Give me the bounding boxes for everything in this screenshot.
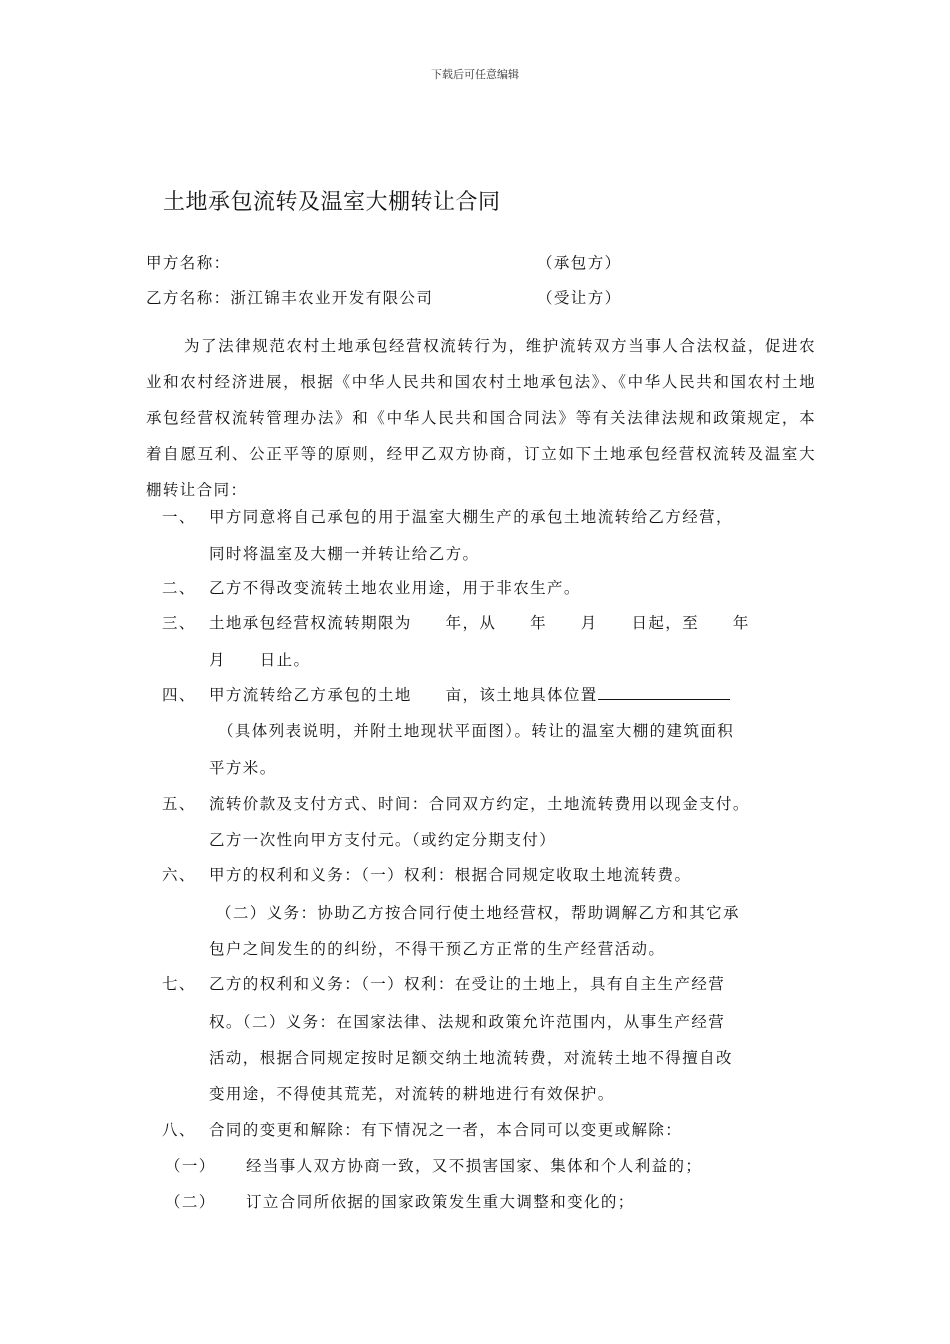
clause-4-line-1 [209, 683, 730, 705]
clause-7-line-4: 变用途，不得使其荒芜，对流转的耕地进行有效保护。 [209, 1085, 615, 1103]
clause-1-line-2: 同时将温室及大棚一并转让给乙方。 [209, 545, 480, 563]
preamble-paragraph: 为了法律规范农村土地承包经营权流转行为，维护流转双方当事人合法权益，促进农业和农村经济进展，根据《中华人民共和国农村土地承包法》、《中华人民共和国农村土地承包经营权流转管理办法》和《中华人民共和国合同法》等有关法律法规和政策规定，本着自愿互利、公正平等的原则，经甲乙双方协商，订立如下土地承包经营权流转及温室大棚转让合同： [146, 337, 816, 499]
clause-4-line-1-text: 甲方流转给乙方承包的土地 亩，该土地具体位置 [209, 686, 598, 704]
clause-3-number: 三、 [162, 614, 196, 632]
header-note: 下载后可任意编辑 [431, 68, 519, 81]
clause-5-line-2: 乙方一次性向甲方支付元。（或约定分期支付） [209, 831, 557, 849]
clause-7-number: 七、 [162, 975, 196, 993]
party-b-role: （受让方） [537, 289, 622, 307]
sub-item-2-number: （二） [165, 1193, 216, 1211]
clause-3-line-2: 月 日止。 [209, 651, 311, 669]
clause-7-line-1: 乙方的权利和义务：（一）权利：在受让的土地上，具有自主生产经营 [209, 975, 726, 993]
clause-7-line-3: 活动，根据合同规定按时足额交纳土地流转费，对流转土地不得擅自改 [209, 1049, 733, 1067]
clause-4-line-3: 平方米。 [209, 759, 277, 777]
clause-6-line-2: （二）义务：协助乙方按合同行使土地经营权，帮助调解乙方和其它承 [216, 904, 740, 922]
clause-2-number: 二、 [162, 579, 196, 597]
clause-6-line-1: 甲方的权利和义务：（一）权利：根据合同规定收取土地流转费。 [209, 866, 692, 884]
sub-item-1-text: 经当事人双方协商一致，又不损害国家、集体和个人利益的； [246, 1157, 703, 1175]
party-b-label: 乙方名称：浙江锦丰农业开发有限公司 [146, 289, 434, 307]
clause-8-line-1: 合同的变更和解除：有下情况之一者，本合同可以变更或解除： [209, 1121, 683, 1139]
clause-8-number: 八、 [162, 1121, 196, 1139]
clause-7-line-2: 权。（二）义务：在国家法律、法规和政策允许范围内，从事生产经营 [209, 1013, 726, 1031]
sub-item-1-number: （一） [165, 1157, 216, 1175]
clause-1-line-1: 甲方同意将自己承包的用于温室大棚生产的承包土地流转给乙方经营， [209, 508, 733, 526]
clause-3-line-1: 土地承包经营权流转期限为 年，从 年 月 日起，至 年 [209, 614, 750, 632]
clause-2-line-1: 乙方不得改变流转土地农业用途，用于非农生产。 [209, 579, 581, 597]
party-a-label: 甲方名称： [146, 254, 231, 272]
clause-6-number: 六、 [162, 866, 196, 884]
party-a-role: （承包方） [537, 254, 622, 272]
sub-item-2-text: 订立合同所依据的国家政策发生重大调整和变化的； [246, 1193, 635, 1211]
clause-6-line-3: 包户之间发生的的纠纷，不得干预乙方正常的生产经营活动。 [209, 940, 666, 958]
clause-1-number: 一、 [162, 508, 196, 526]
document-title: 土地承包流转及温室大棚转让合同 [163, 190, 501, 215]
clause-4-number: 四、 [162, 686, 196, 704]
clause-4-line-2: （具体列表说明，并附土地现状平面图）。转让的温室大棚的建筑面积 [218, 722, 735, 740]
clause-5-line-1: 流转价款及支付方式、时间：合同双方约定，土地流转费用以现金支付。 [209, 795, 750, 813]
clause-5-number: 五、 [162, 795, 196, 813]
location-blank-line [598, 685, 730, 700]
